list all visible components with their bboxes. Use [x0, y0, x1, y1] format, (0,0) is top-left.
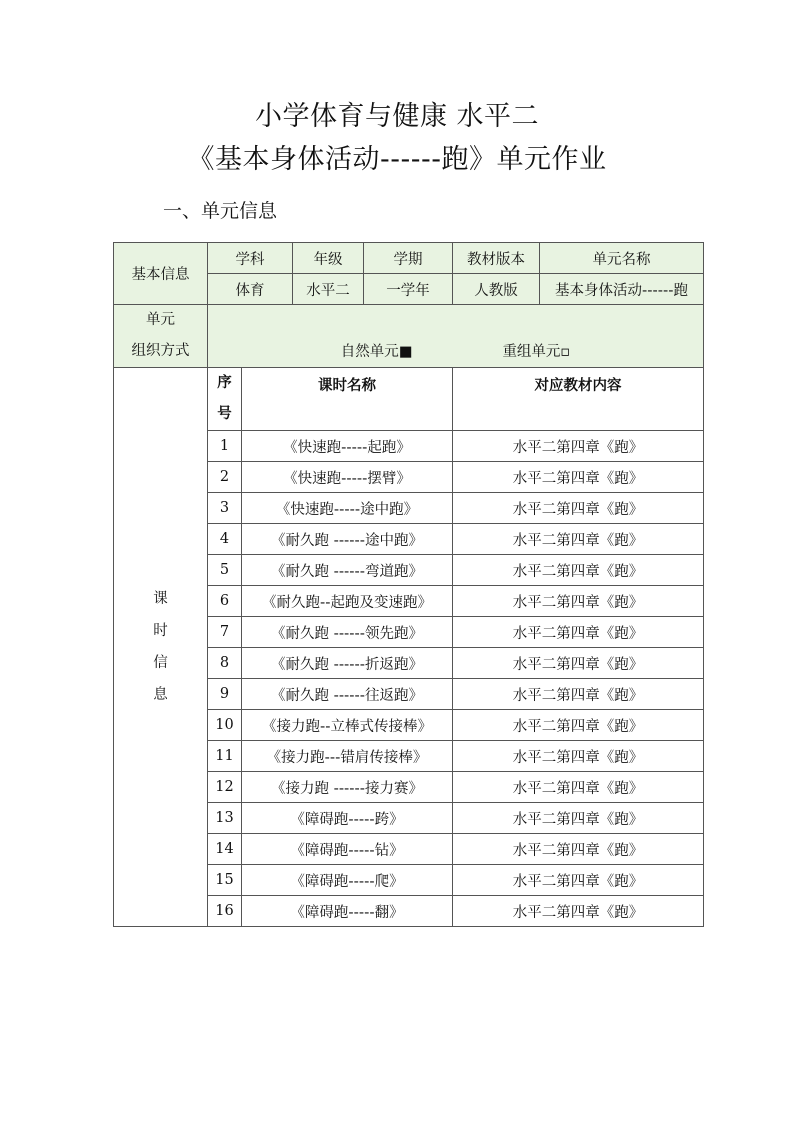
lesson-name: 《接力跑 ------接力赛》 — [242, 772, 453, 803]
value-textbook-version: 人教版 — [453, 274, 540, 305]
lesson-name: 《障碍跑-----跨》 — [242, 803, 453, 834]
content-header: 对应教材内容 — [453, 368, 704, 431]
lesson-number: 4 — [208, 524, 242, 555]
header-textbook-version: 教材版本 — [453, 243, 540, 274]
lesson-content: 水平二第四章《跑》 — [453, 772, 704, 803]
unit-org-label-line2: 组织方式 — [131, 343, 190, 359]
header-unit-name: 单元名称 — [540, 243, 704, 274]
lesson-name: 《快速跑-----摆臂》 — [242, 462, 453, 493]
seq-header-line1: 序 — [217, 375, 232, 391]
lesson-number: 16 — [208, 896, 242, 927]
lesson-number: 9 — [208, 679, 242, 710]
seq-header — [208, 368, 242, 431]
section-heading: 一、单元信息 — [163, 200, 278, 222]
lesson-name: 《障碍跑-----爬》 — [242, 865, 453, 896]
lesson-content: 水平二第四章《跑》 — [453, 741, 704, 772]
lesson-info-char: 时 — [153, 623, 168, 639]
lesson-info-char: 课 — [153, 591, 168, 607]
lesson-content: 水平二第四章《跑》 — [453, 679, 704, 710]
lesson-content: 水平二第四章《跑》 — [453, 803, 704, 834]
lesson-name: 《障碍跑-----翻》 — [242, 896, 453, 927]
lesson-content: 水平二第四章《跑》 — [453, 834, 704, 865]
lesson-number: 2 — [208, 462, 242, 493]
lesson-number: 6 — [208, 586, 242, 617]
lesson-number: 12 — [208, 772, 242, 803]
lesson-number: 5 — [208, 555, 242, 586]
value-unit-name: 基本身体活动------跑 — [540, 274, 704, 305]
value-subject: 体育 — [208, 274, 293, 305]
lesson-content: 水平二第四章《跑》 — [453, 865, 704, 896]
lesson-name: 《障碍跑-----钻》 — [242, 834, 453, 865]
lesson-number: 1 — [208, 431, 242, 462]
lesson-number: 14 — [208, 834, 242, 865]
lesson-content: 水平二第四章《跑》 — [453, 431, 704, 462]
lesson-number: 8 — [208, 648, 242, 679]
header-subject: 学科 — [208, 243, 293, 274]
lesson-name: 《快速跑-----起跑》 — [242, 431, 453, 462]
lesson-info-label — [114, 368, 208, 927]
document-title-line1: 小学体育与健康 水平二 — [254, 101, 540, 132]
lesson-name: 《耐久跑 ------领先跑》 — [242, 617, 453, 648]
lesson-content: 水平二第四章《跑》 — [453, 493, 704, 524]
unit-info-table — [113, 242, 704, 927]
lesson-name: 《耐久跑--起跑及变速跑》 — [242, 586, 453, 617]
seq-header-line2: 号 — [217, 406, 232, 422]
value-term: 一学年 — [364, 274, 453, 305]
lesson-info-char: 息 — [153, 687, 168, 703]
lesson-name: 《接力跑--立棒式传接棒》 — [242, 710, 453, 741]
lesson-number: 10 — [208, 710, 242, 741]
lesson-name: 《耐久跑 ------途中跑》 — [242, 524, 453, 555]
value-grade: 水平二 — [293, 274, 364, 305]
lesson-content: 水平二第四章《跑》 — [453, 710, 704, 741]
lesson-content: 水平二第四章《跑》 — [453, 462, 704, 493]
unit-org-label-line1: 单元 — [146, 312, 175, 328]
lesson-name: 《耐久跑 ------往返跑》 — [242, 679, 453, 710]
lesson-name: 《耐久跑 ------折返跑》 — [242, 648, 453, 679]
lesson-info-char: 信 — [153, 655, 168, 671]
basic-info-label: 基本信息 — [114, 243, 208, 305]
lesson-name: 《耐久跑 ------弯道跑》 — [242, 555, 453, 586]
unit-org-label — [114, 305, 208, 368]
lesson-number: 11 — [208, 741, 242, 772]
lesson-number: 13 — [208, 803, 242, 834]
lesson-content: 水平二第四章《跑》 — [453, 896, 704, 927]
lesson-content: 水平二第四章《跑》 — [453, 524, 704, 555]
header-grade: 年级 — [293, 243, 364, 274]
lesson-name: 《接力跑---错肩传接棒》 — [242, 741, 453, 772]
unit-org-options — [208, 305, 704, 368]
lesson-name-header: 课时名称 — [242, 368, 453, 431]
lesson-content: 水平二第四章《跑》 — [453, 617, 704, 648]
lesson-number: 15 — [208, 865, 242, 896]
lesson-content: 水平二第四章《跑》 — [453, 555, 704, 586]
header-term: 学期 — [364, 243, 453, 274]
lesson-number: 3 — [208, 493, 242, 524]
lesson-content: 水平二第四章《跑》 — [453, 648, 704, 679]
lesson-content: 水平二第四章《跑》 — [453, 586, 704, 617]
option-regroup-unit: 重组单元▫ — [502, 343, 571, 360]
document-title-line2: 《基本身体活动------跑》单元作业 — [187, 144, 607, 175]
lesson-name: 《快速跑-----途中跑》 — [242, 493, 453, 524]
lesson-number: 7 — [208, 617, 242, 648]
option-natural-unit: 自然单元■ — [340, 343, 413, 360]
